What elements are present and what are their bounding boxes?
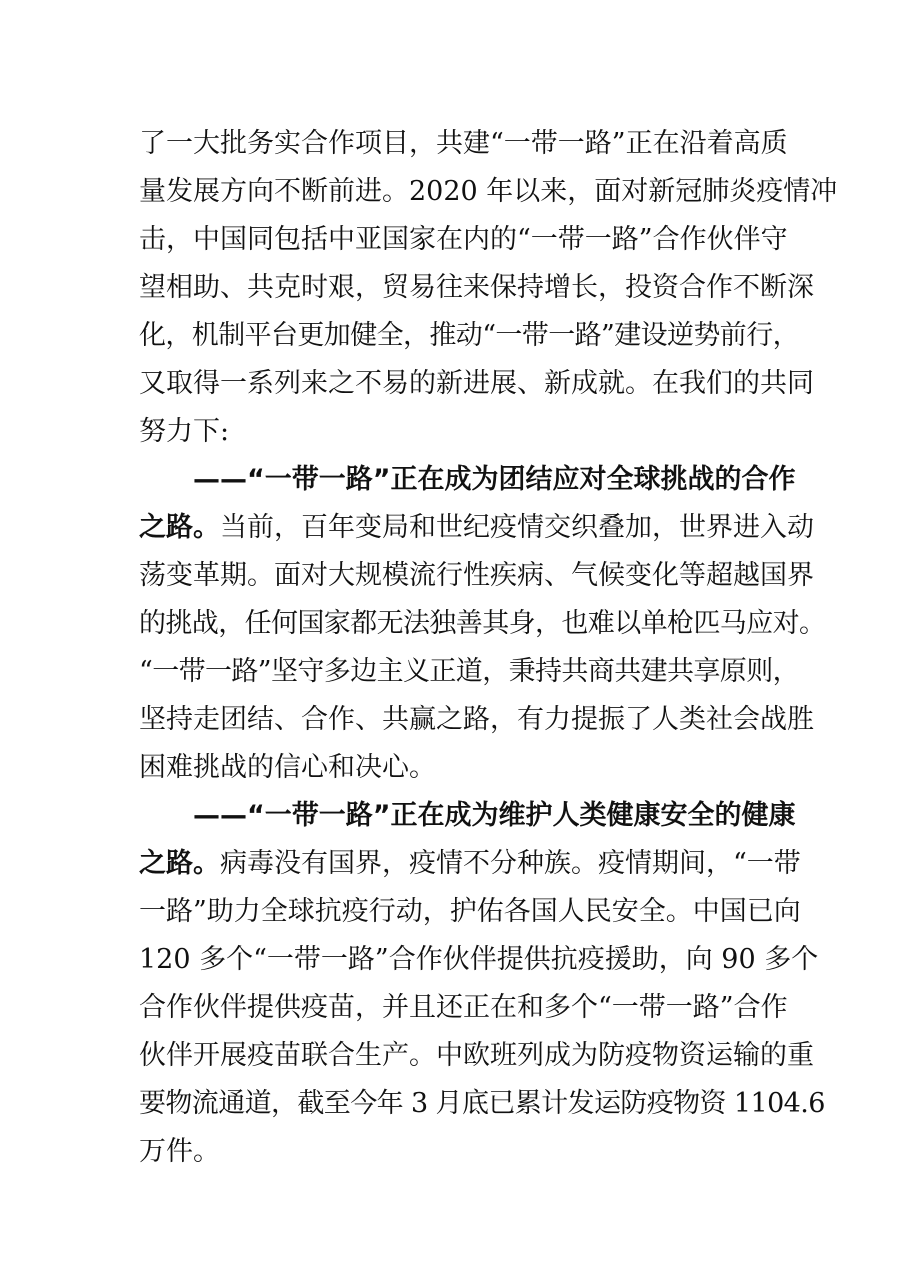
text-line: 的挑战，任何国家都无法独善其身，也难以单枪匹马应对。 [139, 608, 826, 639]
section-heading-end: 之路。 [139, 848, 220, 879]
paragraph-intro [139, 120, 838, 456]
text-line: 了一大批务实合作项目，共建“一带一路”正在沿着高质 [139, 128, 788, 159]
text-line [139, 840, 801, 888]
text-line: 击，中国同包括中亚国家在内的“一带一路”合作伙伴守 [139, 224, 788, 255]
paragraph-health-road [139, 792, 825, 1176]
text-line: 伙伴开展疫苗联合生产。中欧班列成为防疫物资运输的重 [139, 1040, 814, 1071]
paragraph-text: 病毒没有国界，疫情不分种族。疫情期间，“一带 [220, 848, 801, 879]
text-line: 望相助、共克时艰，贸易往来保持增长，投资合作不断深 [139, 272, 814, 303]
text-line: 一路”助力全球抗疫行动，护佑各国人民安全。中国已向 [139, 896, 801, 927]
text-line: 荡变革期。面对大规模流行性疾病、气候变化等超越国界 [139, 560, 814, 591]
text-line: “一带一路”坚守多边主义正道，秉持共商共建共享原则， [139, 656, 800, 687]
section-heading-end: 之路。 [139, 512, 220, 543]
text-line: 要物流通道，截至今年 3 月底已累计发运防疫物资 1104.6 [139, 1088, 825, 1119]
text-line: 坚持走团结、合作、共赢之路，有力提振了人类社会战胜 [139, 704, 814, 735]
section-heading: ——“一带一路”正在成为维护人类健康安全的健康 [193, 800, 796, 831]
text-line: 又取得一系列来之不易的新进展、新成就。在我们的共同 [139, 368, 814, 399]
paragraph-cooperation-road [139, 456, 826, 792]
text-line: 万件。 [139, 1136, 220, 1167]
paragraph-text: 当前，百年变局和世纪疫情交织叠加，世界进入动 [220, 512, 814, 543]
section-heading: ——“一带一路”正在成为团结应对全球挑战的合作 [193, 464, 796, 495]
text-line: 合作伙伴提供疫苗，并且还正在和多个“一带一路”合作 [139, 992, 788, 1023]
text-line: 量发展方向不断前进。2020 年以来，面对新冠肺炎疫情冲 [139, 176, 838, 207]
text-line [139, 504, 814, 552]
text-line: 努力下: [139, 416, 230, 447]
text-line: 困难挑战的信心和决心。 [139, 752, 436, 783]
text-line: 120 多个“一带一路”合作伙伴提供抗疫援助，向 90 多个 [139, 944, 819, 975]
document-body [139, 120, 838, 1176]
text-line: 化，机制平台更加健全，推动“一带一路”建设逆势前行， [139, 320, 800, 351]
